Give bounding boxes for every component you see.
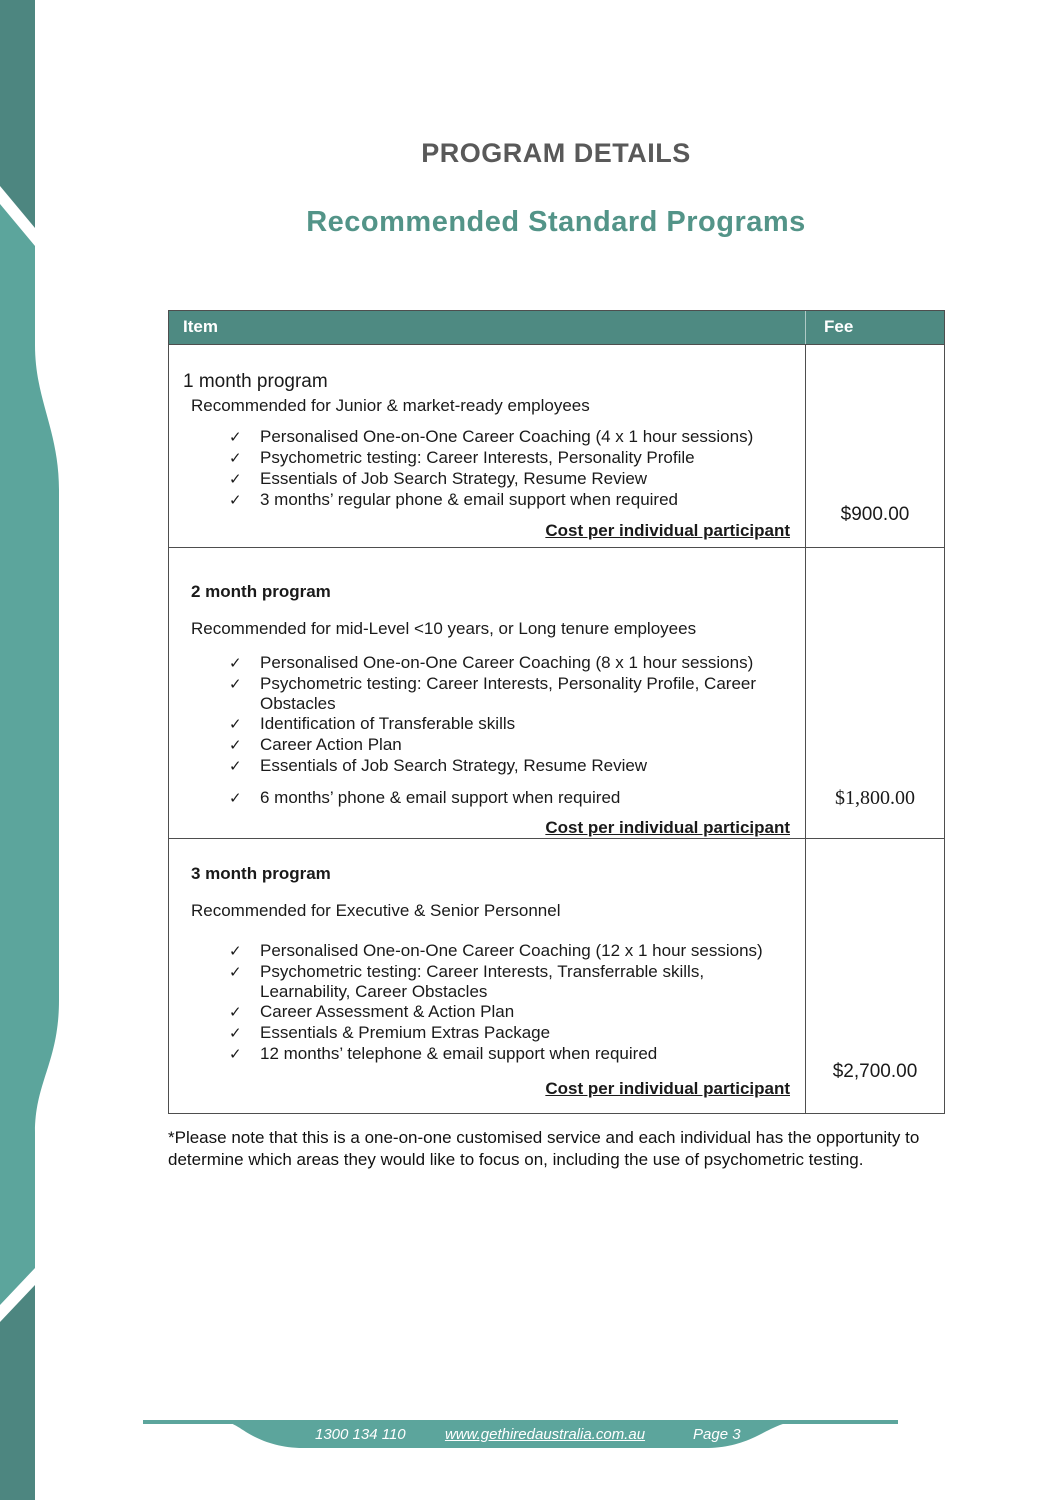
footnote: *Please note that this is a one-on-one customised service and each individual has the opportunity to determine which areas they would like to focus on, including the use of psychometric testing.	[168, 1128, 920, 1169]
page-subtitle: Recommended Standard Programs	[306, 206, 806, 238]
bullet-item	[229, 1023, 793, 1044]
bullet-text: Essentials & Premium Extras Package	[260, 1023, 551, 1042]
program-title: 3 month program	[191, 864, 331, 883]
bullet-item	[229, 653, 793, 674]
bullet-text: 12 months’ telephone & email support when required	[260, 1044, 658, 1063]
program-fee-cell	[805, 345, 944, 547]
program-fee-cell	[805, 839, 944, 1113]
bullet-item	[229, 1002, 793, 1023]
bullet-text: Identification of Transferable skills	[260, 714, 516, 733]
check-icon: ✓	[229, 450, 242, 467]
check-icon: ✓	[229, 758, 242, 775]
bullet-text: Psychometric testing: Career Interests, Personality Profile	[260, 448, 695, 467]
table-row	[169, 344, 944, 547]
footer-page-number: Page 3	[693, 1426, 741, 1443]
footer-website-link[interactable]: www.gethiredaustralia.com.au	[444, 1426, 646, 1443]
program-item-cell	[169, 548, 805, 838]
bullet-text: Psychometric testing: Career Interests, Personality Profile, Career Obstacles	[260, 674, 757, 713]
bullet-item	[229, 469, 793, 490]
bullet-item	[229, 448, 793, 469]
bullet-text: Career Action Plan	[260, 735, 402, 754]
left-ribbon-decoration	[0, 0, 120, 1500]
program-subtitle: Recommended for Junior & market-ready employees	[191, 396, 590, 415]
program-title: 2 month program	[191, 582, 331, 601]
bullet-text: Psychometric testing: Career Interests, Transferrable skills, Learnability, Career Obstacles	[260, 962, 705, 1001]
page-title: PROGRAM DETAILS	[421, 138, 691, 168]
program-title: 1 month program	[183, 371, 328, 392]
ribbon-middle-segment	[0, 204, 59, 1305]
program-fee-cell	[805, 548, 944, 838]
table-row	[169, 838, 944, 1113]
bullet-item	[229, 674, 793, 714]
cost-label: Cost per individual participant	[545, 521, 790, 540]
bullet-text: Essentials of Job Search Strategy, Resume Review	[260, 469, 648, 488]
bullet-item	[229, 962, 793, 1002]
bullet-item	[229, 1044, 793, 1065]
table-row	[169, 547, 944, 838]
bullet-text: Personalised One-on-One Career Coaching (4 x 1 hour sessions)	[260, 427, 754, 446]
footer	[0, 1424, 1060, 1446]
program-bullet-list	[169, 427, 805, 511]
check-icon: ✓	[229, 471, 242, 488]
bullet-item	[229, 941, 793, 962]
check-icon: ✓	[229, 1046, 242, 1063]
cost-label: Cost per individual participant	[545, 818, 790, 837]
program-item-cell	[169, 839, 805, 1113]
bullet-item	[229, 735, 793, 756]
program-bullet-list	[169, 653, 805, 809]
check-icon: ✓	[229, 1004, 242, 1021]
column-header-fee: Fee	[805, 311, 944, 344]
bullet-item	[229, 756, 793, 777]
table-header-row	[169, 311, 944, 344]
check-icon: ✓	[229, 716, 242, 733]
column-header-item: Item	[183, 317, 218, 336]
program-item-cell	[169, 345, 805, 547]
bullet-text: Career Assessment & Action Plan	[260, 1002, 515, 1021]
ribbon-top-segment	[0, 0, 35, 228]
fee-value: $2,700.00	[832, 1061, 918, 1082]
bullet-text: 3 months’ regular phone & email support when required	[260, 490, 679, 509]
bullet-item	[229, 788, 793, 809]
footer-phone: 1300 134 110	[315, 1426, 406, 1443]
bullet-text: Essentials of Job Search Strategy, Resume Review	[260, 756, 648, 775]
check-icon: ✓	[229, 676, 242, 693]
check-icon: ✓	[229, 492, 242, 509]
check-icon: ✓	[229, 655, 242, 672]
check-icon: ✓	[229, 737, 242, 754]
ribbon-bottom-segment	[0, 1285, 35, 1500]
bullet-item	[229, 427, 793, 448]
fee-value: $900.00	[840, 504, 910, 525]
fee-value: $1,800.00	[835, 787, 915, 809]
programs-table	[168, 310, 945, 1114]
bullet-text: Personalised One-on-One Career Coaching (12 x 1 hour sessions)	[260, 941, 763, 960]
bullet-item	[229, 714, 793, 735]
check-icon: ✓	[229, 964, 242, 981]
program-subtitle: Recommended for mid-Level <10 years, or Long tenure employees	[191, 619, 697, 638]
program-bullet-list	[169, 941, 805, 1065]
bullet-text: 6 months’ phone & email support when required	[260, 788, 621, 807]
check-icon: ✓	[229, 429, 242, 446]
bullet-text: Personalised One-on-One Career Coaching (8 x 1 hour sessions)	[260, 653, 754, 672]
program-subtitle: Recommended for Executive & Senior Personnel	[191, 901, 561, 920]
bullet-item	[229, 490, 793, 511]
check-icon: ✓	[229, 943, 242, 960]
check-icon: ✓	[229, 1025, 242, 1042]
cost-label: Cost per individual participant	[545, 1079, 790, 1098]
check-icon: ✓	[229, 790, 242, 807]
